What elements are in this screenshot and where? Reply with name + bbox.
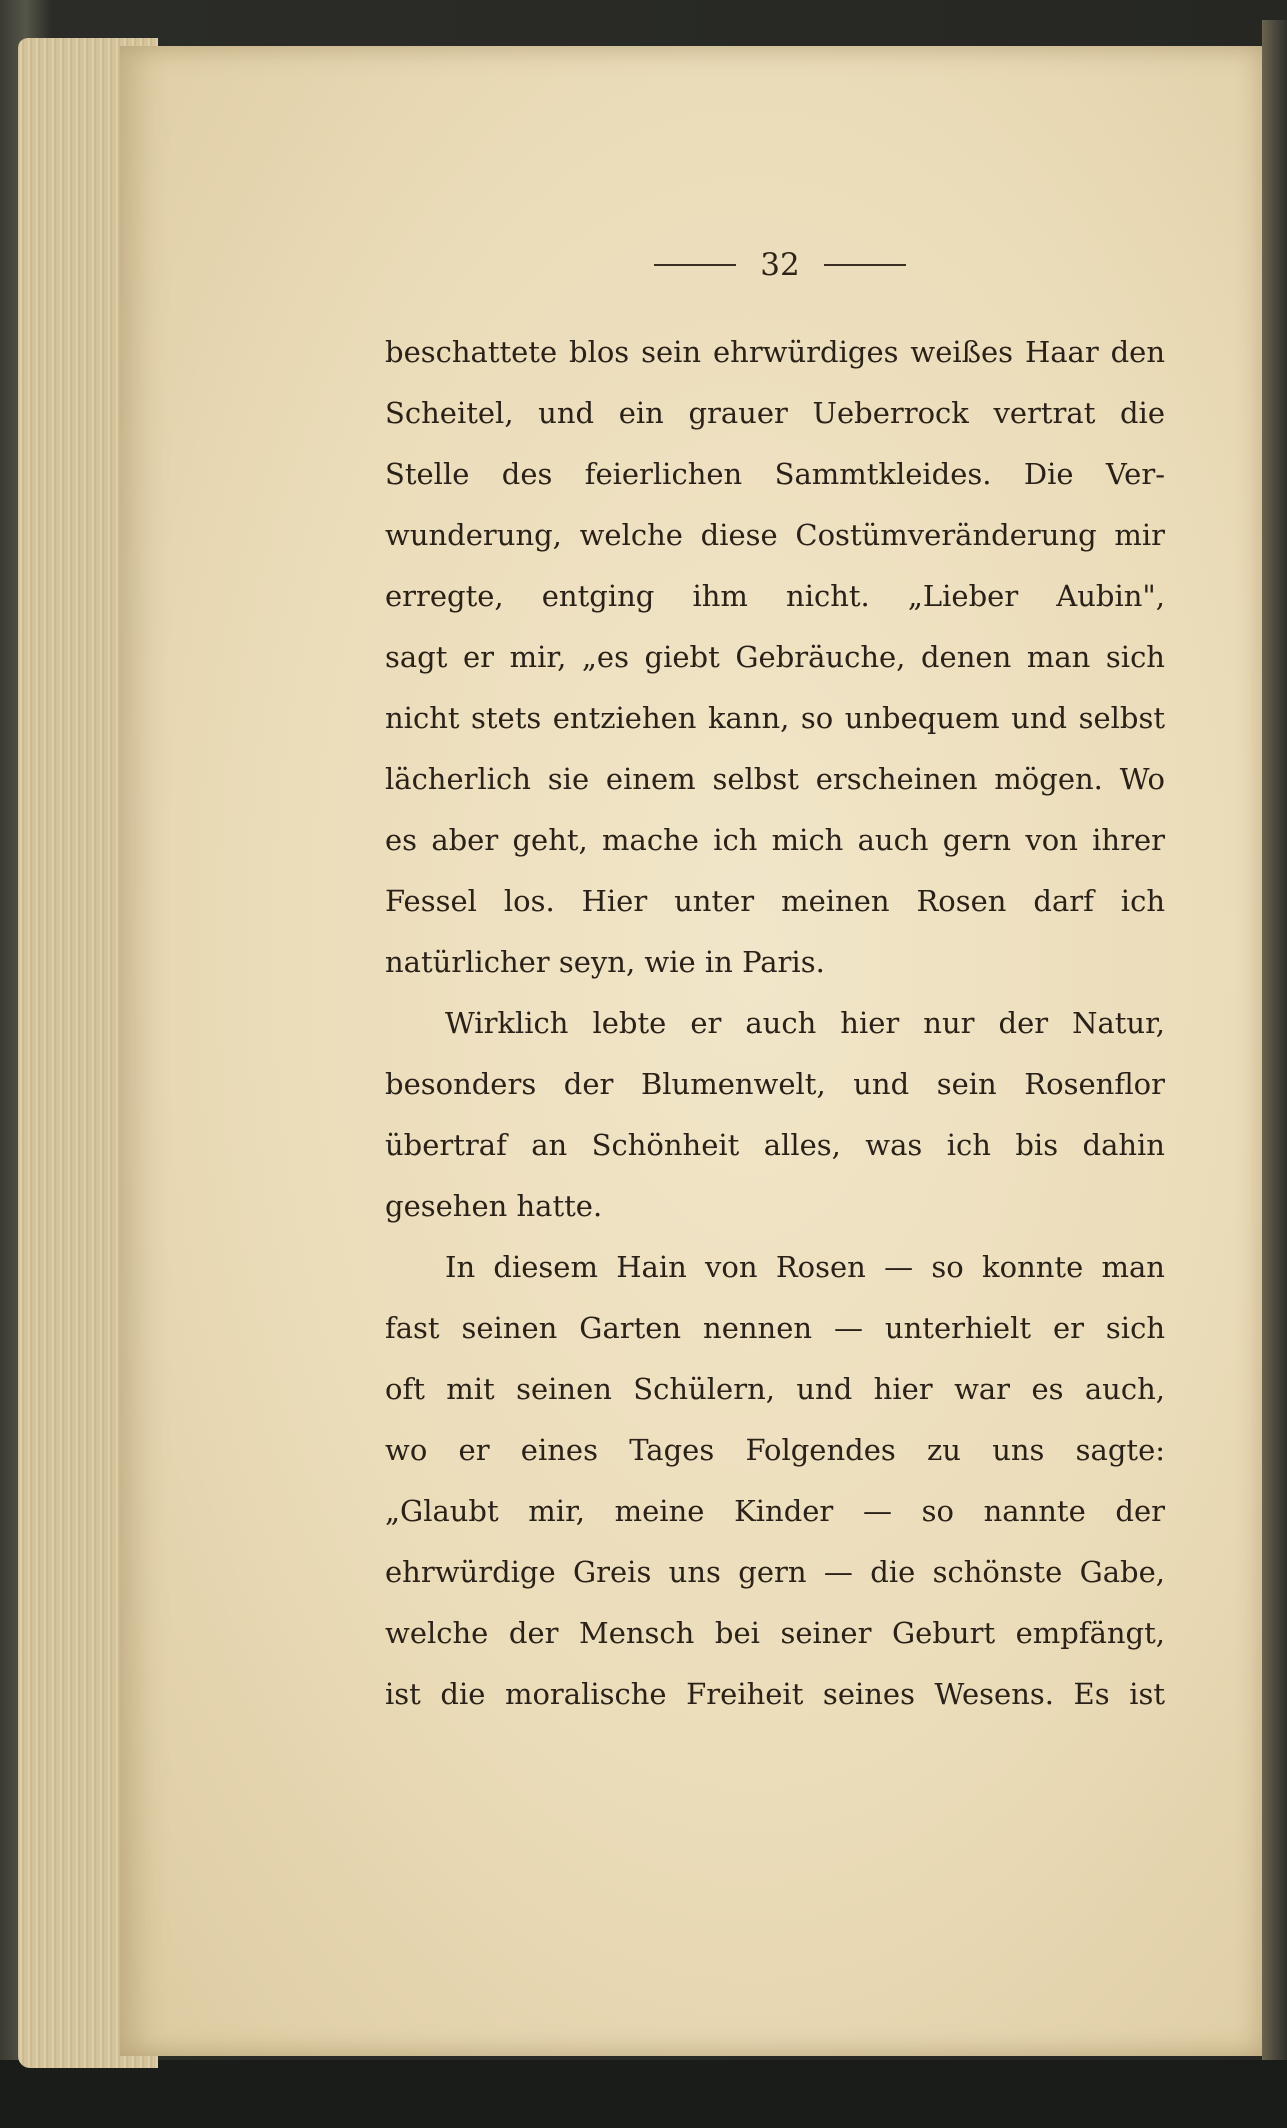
page-number: 32: [760, 247, 800, 283]
text-line: Fessel los. Hier unter meinen Rosen darf ich: [385, 884, 1165, 918]
text-line: sagt er mir, „es giebt Gebräuche, denen man sich: [385, 640, 1165, 674]
header-rule-left: [654, 264, 736, 266]
text-line: wunderung, welche diese Costümveränderung mir: [385, 518, 1165, 552]
text-line: Stelle des feierlichen Sammtkleides. Die Ver-: [385, 457, 1165, 491]
cover-right-edge: [1262, 20, 1287, 2060]
paragraph-3: [385, 1237, 1165, 1725]
text-line: nicht stets entziehen kann, so unbequem und selbst: [385, 701, 1165, 735]
header-rule-right: [824, 264, 906, 266]
text-line: übertraf an Schönheit alles, was ich bis dahin: [385, 1128, 1165, 1162]
text-line: erregte, entging ihm nicht. „Lieber Aubin",: [385, 579, 1165, 613]
text-line: natürlicher seyn, wie in Paris.: [385, 945, 825, 979]
text-line: In diesem Hain von Rosen — so konnte man: [445, 1250, 1165, 1284]
cover-bottom-edge: [0, 2060, 1287, 2128]
text-line: Scheitel, und ein grauer Ueberrock vertrat die: [385, 396, 1165, 430]
text-line: Wirklich lebte er auch hier nur der Natur,: [445, 1006, 1165, 1040]
text-line: besonders der Blumenwelt, und sein Rosenflor: [385, 1067, 1165, 1101]
paragraph-2: [385, 993, 1165, 1237]
text-line: gesehen hatte.: [385, 1189, 603, 1223]
text-line: oft mit seinen Schülern, und hier war es auch,: [385, 1372, 1165, 1406]
text-line: ehrwürdige Greis uns gern — die schönste Gabe,: [385, 1555, 1165, 1589]
text-line: welche der Mensch bei seiner Geburt empfängt,: [385, 1616, 1165, 1650]
text-line: wo er eines Tages Folgendes zu uns sagte:: [385, 1433, 1165, 1467]
text-line: „Glaubt mir, meine Kinder — so nannte der: [385, 1494, 1165, 1528]
paragraph-1: [385, 322, 1165, 993]
body-text: [385, 322, 1165, 1725]
text-line: beschattete blos sein ehrwürdiges weißes Haar den: [385, 335, 1165, 369]
text-line: ist die moralische Freiheit seines Wesens. Es ist: [385, 1677, 1165, 1711]
text-line: fast seinen Garten nennen — unterhielt er sich: [385, 1311, 1165, 1345]
page-header: [620, 245, 940, 285]
text-line: lächerlich sie einem selbst erscheinen mögen. Wo: [385, 762, 1165, 796]
text-line: es aber geht, mache ich mich auch gern von ihrer: [385, 823, 1165, 857]
